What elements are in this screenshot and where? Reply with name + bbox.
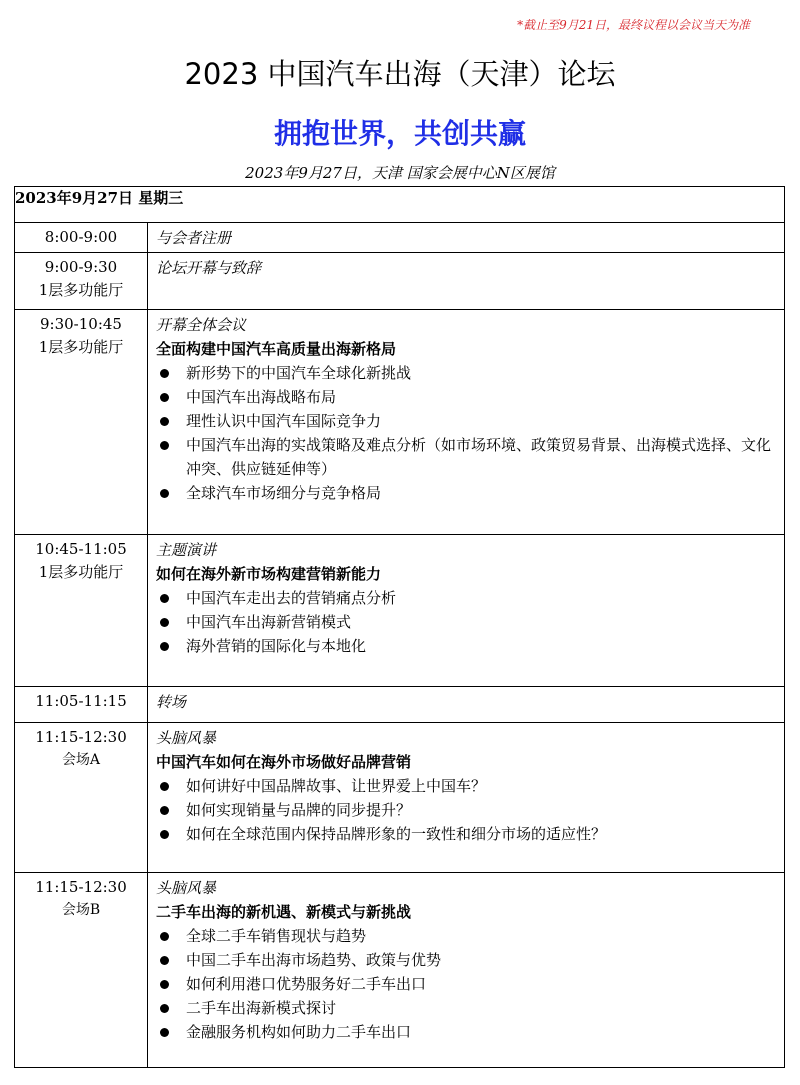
time-cell bbox=[15, 535, 148, 687]
list-item: 理性认识中国汽车国际竞争力 bbox=[156, 409, 776, 433]
session-venue: 会场B bbox=[61, 902, 101, 918]
session-topic: 全面构建中国汽车高质量出海新格局 bbox=[156, 340, 397, 358]
content-cell bbox=[148, 873, 785, 1068]
session-type: 头脑风暴 bbox=[156, 729, 217, 747]
time-cell bbox=[15, 687, 148, 723]
topic-points bbox=[156, 586, 776, 658]
session-topic: 如何在海外新市场构建营销新能力 bbox=[156, 565, 382, 583]
list-item: 新形势下的中国汽车全球化新挑战 bbox=[156, 361, 776, 385]
session-venue: 1层多功能厅 bbox=[38, 281, 124, 299]
content-cell bbox=[148, 253, 785, 310]
session-time: 9:30-10:45 bbox=[40, 315, 122, 333]
time-cell bbox=[15, 873, 148, 1068]
table-row bbox=[15, 535, 785, 687]
content-cell bbox=[148, 310, 785, 535]
session-time: 11:15-12:30 bbox=[35, 728, 127, 746]
event-dateline: 2023年9月27日，天津 国家会展中心N区展馆 bbox=[245, 164, 555, 182]
list-item: 金融服务机构如何助力二手车出口 bbox=[156, 1020, 776, 1044]
time-cell bbox=[15, 310, 148, 535]
table-row bbox=[15, 723, 785, 873]
time-cell bbox=[15, 723, 148, 873]
list-item: 二手车出海新模式探讨 bbox=[156, 996, 776, 1020]
disclaimer-note: *截止至9月21日，最终议程以会议当天为准 bbox=[517, 18, 750, 32]
session-topic: 中国汽车如何在海外市场做好品牌营销 bbox=[156, 753, 412, 771]
list-item: 如何在全球范围内保持品牌形象的一致性和细分市场的适应性？ bbox=[156, 822, 776, 846]
session-venue: 会场A bbox=[61, 752, 101, 768]
session-time: 10:45-11:05 bbox=[35, 540, 127, 558]
session-time: 9:00-9:30 bbox=[44, 258, 118, 276]
session-time: 11:15-12:30 bbox=[35, 878, 127, 896]
table-row bbox=[15, 223, 785, 253]
slogan: 拥抱世界，共创共赢 bbox=[273, 117, 526, 150]
session-type: 论坛开幕与致辞 bbox=[156, 259, 262, 277]
session-topic: 二手车出海的新机遇、新模式与新挑战 bbox=[156, 903, 412, 921]
topic-points bbox=[156, 924, 776, 1044]
time-cell bbox=[15, 253, 148, 310]
topic-points bbox=[156, 361, 776, 505]
session-type: 转场 bbox=[156, 693, 187, 711]
table-row bbox=[15, 253, 785, 310]
time-cell bbox=[15, 223, 148, 253]
session-type: 与会者注册 bbox=[156, 229, 232, 247]
topic-points bbox=[156, 774, 776, 846]
list-item: 如何实现销量与品牌的同步提升？ bbox=[156, 798, 776, 822]
list-item: 全球汽车市场细分与竞争格局 bbox=[156, 481, 776, 505]
content-cell bbox=[148, 535, 785, 687]
list-item: 全球二手车销售现状与趋势 bbox=[156, 924, 776, 948]
list-item: 中国汽车走出去的营销痛点分析 bbox=[156, 586, 776, 610]
list-item: 如何利用港口优势服务好二手车出口 bbox=[156, 972, 776, 996]
session-venue: 1层多功能厅 bbox=[38, 338, 124, 356]
table-row bbox=[15, 873, 785, 1068]
page-title: 2023 中国汽车出海（天津）论坛 bbox=[184, 57, 616, 91]
session-time: 8:00-9:00 bbox=[44, 228, 118, 246]
agenda-day-label: 2023年9月27日 星期三 bbox=[15, 187, 785, 223]
agenda-day-row bbox=[15, 187, 785, 223]
session-type: 头脑风暴 bbox=[156, 879, 217, 897]
content-cell bbox=[148, 223, 785, 253]
session-time: 11:05-11:15 bbox=[35, 692, 127, 710]
table-row bbox=[15, 310, 785, 535]
list-item: 中国二手车出海市场趋势、政策与优势 bbox=[156, 948, 776, 972]
content-cell bbox=[148, 723, 785, 873]
session-type: 开幕全体会议 bbox=[156, 316, 247, 334]
list-item: 如何讲好中国品牌故事、让世界爱上中国车？ bbox=[156, 774, 776, 798]
table-row bbox=[15, 687, 785, 723]
session-type: 主题演讲 bbox=[156, 541, 217, 559]
list-item: 海外营销的国际化与本地化 bbox=[156, 634, 776, 658]
list-item: 中国汽车出海的实战策略及难点分析（如市场环境、政策贸易背景、出海模式选择、文化冲突、供应链延伸等） bbox=[156, 433, 776, 481]
list-item: 中国汽车出海新营销模式 bbox=[156, 610, 776, 634]
session-venue: 1层多功能厅 bbox=[38, 563, 124, 581]
content-cell bbox=[148, 687, 785, 723]
agenda-table bbox=[14, 186, 785, 1068]
list-item: 中国汽车出海战略布局 bbox=[156, 385, 776, 409]
